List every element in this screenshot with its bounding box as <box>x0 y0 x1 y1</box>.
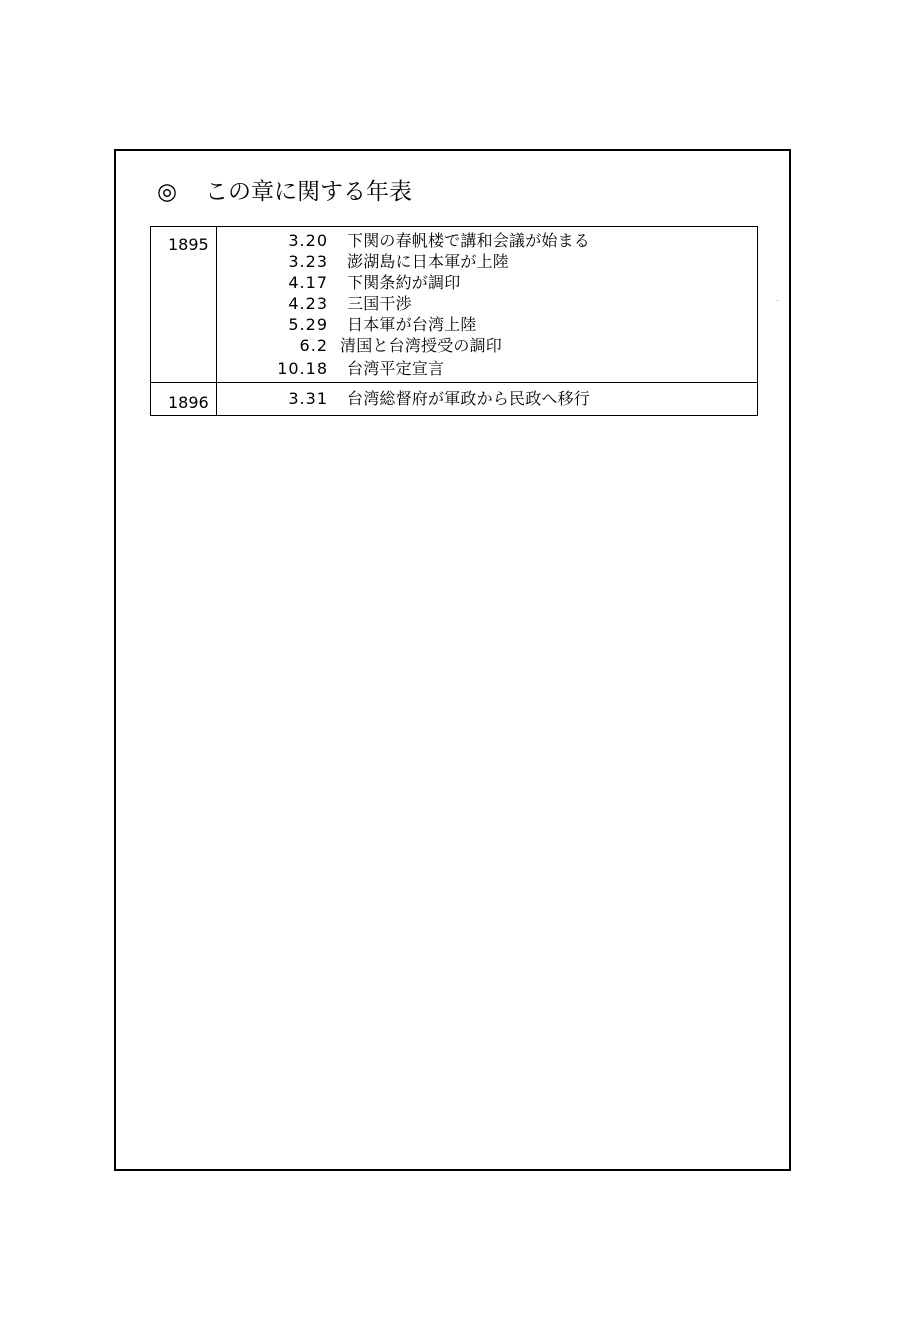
event-date: 4.23 <box>288 294 328 313</box>
year-cell: 1896 <box>151 383 217 416</box>
page-title <box>157 176 412 208</box>
event-date: 10.18 <box>277 359 328 378</box>
title-text: この章に関する年表 <box>205 179 412 205</box>
event-item <box>273 272 757 293</box>
event-item <box>273 388 757 409</box>
event-item <box>273 251 757 272</box>
event-text: 清国と台湾授受の調印 <box>340 336 503 355</box>
event-text: 三国干渉 <box>347 294 412 313</box>
event-item <box>273 293 757 314</box>
events-cell <box>217 383 758 416</box>
event-item <box>273 335 757 356</box>
chronology-table <box>150 226 758 416</box>
event-date: 5.29 <box>288 315 328 334</box>
event-text: 日本軍が台湾上陸 <box>347 315 477 334</box>
stray-dot <box>777 300 778 301</box>
event-date: 3.31 <box>288 389 328 408</box>
event-text: 下関の春帆楼で講和会議が始まる <box>347 231 591 250</box>
events-cell <box>217 227 758 383</box>
event-text: 澎湖島に日本軍が上陸 <box>347 252 510 271</box>
event-date: 6.2 <box>299 336 328 355</box>
event-item <box>273 314 757 335</box>
table-row <box>151 227 758 383</box>
event-text: 下関条約が調印 <box>347 273 461 292</box>
double-circle-icon: ◎ <box>157 179 178 205</box>
event-date: 3.20 <box>288 231 328 250</box>
event-item <box>273 358 757 379</box>
year-cell: 1895 <box>151 227 217 383</box>
event-date: 4.17 <box>288 273 328 292</box>
event-date: 3.23 <box>288 252 328 271</box>
table-row <box>151 383 758 416</box>
event-text: 台湾平定宣言 <box>347 359 445 378</box>
event-text: 台湾総督府が軍政から民政へ移行 <box>347 389 591 408</box>
event-item <box>273 230 757 251</box>
